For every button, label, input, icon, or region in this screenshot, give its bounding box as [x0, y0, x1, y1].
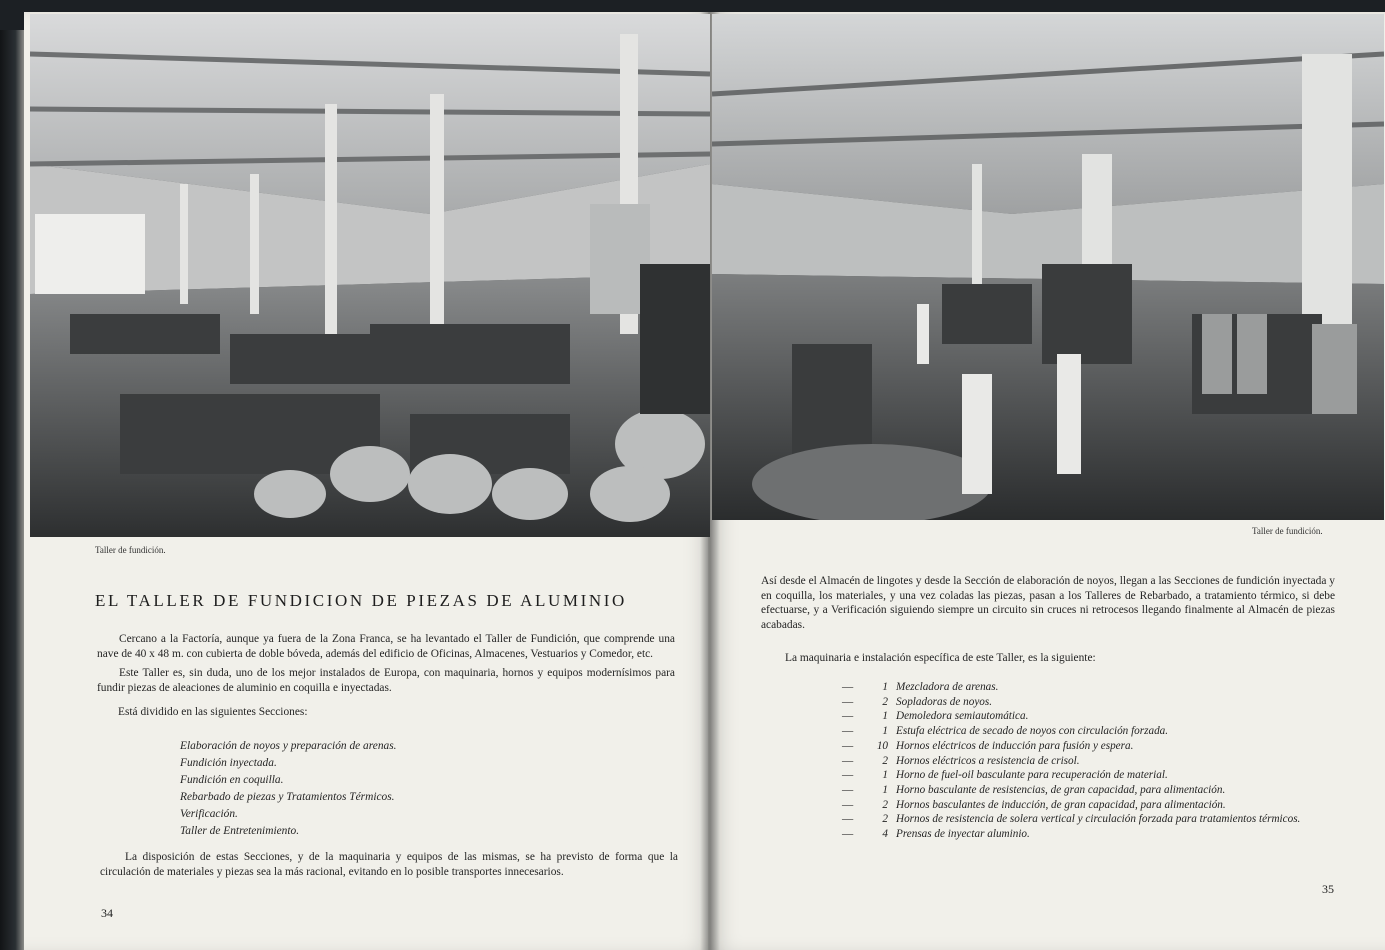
- item-dash: —: [842, 828, 854, 841]
- item-description: Prensas de inyectar aluminio.: [896, 828, 1030, 841]
- item-dash: —: [842, 725, 854, 738]
- item-description: Hornos eléctricos a resistencia de crisol.: [896, 754, 1080, 767]
- sections-list: [180, 738, 600, 840]
- left-page-number: 34: [101, 906, 113, 920]
- item-description: Horno basculante de resistencias, de gran capacidad, para alimentación.: [896, 783, 1226, 796]
- left-paragraph-4: La disposición de estas Secciones, y de la maquinaria y equipos de las mismas, se ha previsto de forma que la circulación de materiales y piezas sea la más racional, evitando en lo posible transportes innecesarios.: [100, 851, 678, 878]
- equipment-item: [842, 724, 1338, 739]
- item-dash: —: [842, 695, 854, 708]
- section-item: Taller de Entretenimiento.: [180, 825, 300, 837]
- right-photo-caption: Taller de fundición.: [1252, 526, 1323, 536]
- item-quantity: 2: [882, 754, 888, 767]
- equipment-item: [842, 812, 1338, 827]
- section-item: Verificación.: [180, 808, 238, 820]
- item-quantity: 2: [882, 813, 888, 826]
- equipment-list: [842, 680, 1338, 842]
- item-quantity: 10: [876, 739, 888, 752]
- item-description: Demoledora semiautomática.: [896, 710, 1029, 723]
- item-quantity: 1: [882, 681, 888, 693]
- right-factory-photo: [712, 14, 1384, 520]
- right-paragraph-1: Así desde el Almacén de lingotes y desde la Sección de elaboración de noyos, llegan a las Secciones de fundición inyectada y en coquilla, los materiales, y una vez coladas las piezas, pasan a los Talleres de Rebarbado, a tratamiento térmico, si debe efectuarse, y a Verificación siguiendo siempre un circuito sin cruces ni retrocesos llegando finalmente al Almacén de piezas acabadas.: [761, 575, 1335, 631]
- item-description: Sopladoras de noyos.: [896, 695, 993, 708]
- item-description: Mezcladora de arenas.: [896, 681, 999, 693]
- equipment-item: [842, 739, 1338, 754]
- right-paragraph-2: La maquinaria e instalación específica de este Taller, es la siguiente:: [785, 652, 1096, 664]
- equipment-item: [842, 827, 1338, 842]
- equipment-item: [842, 695, 1338, 710]
- section-item: Fundición inyectada.: [180, 757, 277, 769]
- item-description: Horno de fuel-oil basculante para recuperación de material.: [896, 769, 1168, 782]
- item-quantity: 1: [882, 725, 888, 738]
- equipment-item: [842, 709, 1338, 724]
- item-dash: —: [842, 710, 854, 723]
- item-dash: —: [842, 798, 854, 811]
- section-item: Elaboración de noyos y preparación de arenas.: [180, 740, 397, 752]
- item-description: Hornos de resistencia de solera vertical y circulación forzada para tratamientos térmicos.: [896, 813, 1301, 826]
- item-description: Hornos basculantes de inducción, de gran capacidad, para alimentación.: [896, 798, 1226, 811]
- section-item: Rebarbado de piezas y Tratamientos Térmicos.: [180, 791, 395, 803]
- left-photo-caption: Taller de fundición.: [95, 545, 166, 555]
- left-factory-photo: [30, 14, 710, 537]
- item-dash: —: [842, 783, 854, 796]
- article-title: EL TALLER DE FUNDICION DE PIEZAS DE ALUMINIO: [95, 591, 627, 611]
- equipment-item: [842, 768, 1338, 783]
- item-quantity: 2: [882, 798, 888, 811]
- equipment-item: [842, 680, 1338, 695]
- item-quantity: 4: [882, 828, 888, 841]
- left-paragraph-3: Está dividido en las siguientes Secciones:: [118, 706, 308, 718]
- item-quantity: 2: [882, 695, 888, 708]
- item-quantity: 1: [882, 710, 888, 723]
- item-quantity: 1: [882, 783, 888, 796]
- foundry-hall-image-left: [30, 14, 710, 537]
- section-item: Fundición en coquilla.: [180, 774, 284, 786]
- foundry-hall-image-right: [712, 14, 1384, 520]
- item-dash: —: [842, 681, 854, 693]
- equipment-item: [842, 783, 1338, 798]
- item-dash: —: [842, 739, 854, 752]
- item-description: Estufa eléctrica de secado de noyos con circulación forzada.: [896, 725, 1169, 738]
- item-dash: —: [842, 769, 854, 782]
- item-description: Hornos eléctricos de inducción para fusión y espera.: [896, 739, 1134, 752]
- item-dash: —: [842, 754, 854, 767]
- equipment-item: [842, 798, 1338, 813]
- item-quantity: 1: [882, 769, 888, 782]
- item-dash: —: [842, 813, 854, 826]
- left-paragraph-2: Este Taller es, sin duda, uno de los mejor instalados de Europa, con maquinaria, hornos y equipos modernísimos para fundir piezas de aleaciones de aluminio en coquilla e inyectadas.: [97, 667, 675, 694]
- left-paragraph-1: Cercano a la Factoría, aunque ya fuera de la Zona Franca, se ha levantado el Taller de Fundición, que comprende una nave de 40 x 48 m. con cubierta de doble bóveda, además del edificio de Oficinas, Almacenes, Vestuarios y Comedor, etc.: [97, 633, 675, 660]
- right-page-number: 35: [1322, 882, 1334, 896]
- equipment-item: [842, 754, 1338, 769]
